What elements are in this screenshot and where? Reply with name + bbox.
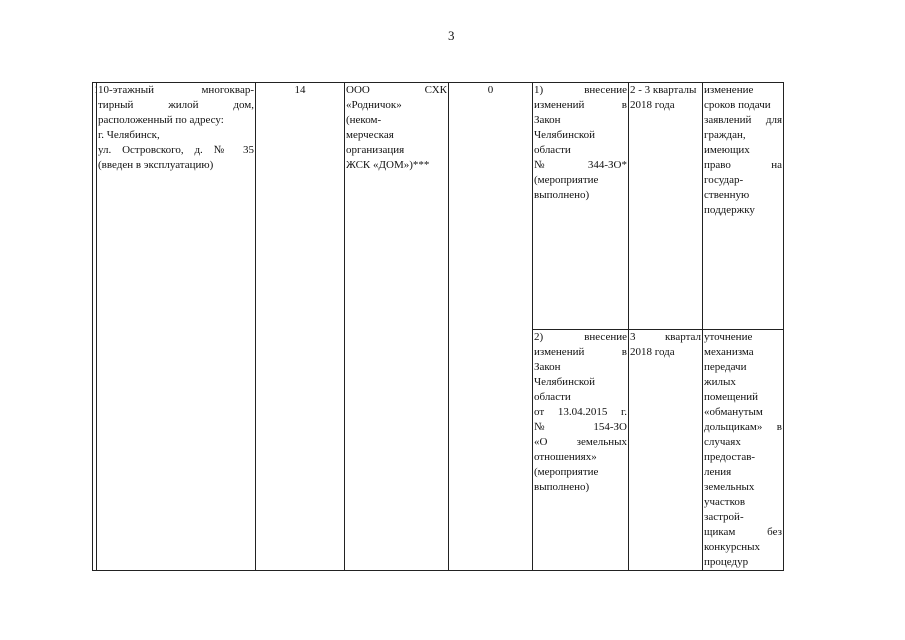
term-line: 3 квартал bbox=[630, 331, 701, 343]
zero-value: 0 bbox=[487, 84, 494, 96]
term-line: 2018 года bbox=[630, 99, 675, 111]
measure-line: выполнено) bbox=[534, 189, 590, 201]
result-line: застрой- bbox=[704, 511, 744, 523]
measure-line: отношениях» bbox=[534, 451, 597, 463]
measure-line: № 154-ЗО bbox=[534, 421, 627, 433]
result-line: сроков подачи bbox=[704, 99, 771, 111]
table-row bbox=[93, 83, 784, 330]
count-cell bbox=[256, 83, 345, 571]
measure-line: (мероприятие bbox=[534, 466, 599, 478]
count-value: 14 bbox=[294, 84, 306, 96]
result-line: участков bbox=[704, 496, 746, 508]
measure-line: 2) внесение bbox=[534, 331, 627, 343]
developer-line: (неком- bbox=[346, 114, 382, 126]
developer-line: мерческая bbox=[346, 129, 394, 141]
result-line: заявлений для bbox=[704, 114, 782, 126]
result-line: право на bbox=[704, 159, 782, 171]
developer-line: организация bbox=[346, 144, 405, 156]
term-line: 2 - 3 кварталы bbox=[630, 84, 697, 96]
term-cell bbox=[629, 83, 703, 330]
zero-cell bbox=[449, 83, 533, 571]
developer-cell bbox=[345, 83, 449, 571]
page-number: 3 bbox=[448, 28, 455, 43]
measure-line: изменений в bbox=[534, 99, 627, 111]
result-line: уточнение bbox=[704, 331, 753, 343]
result-line: щикам без bbox=[704, 526, 782, 538]
measure-line: Челябинской bbox=[534, 376, 596, 388]
result-line: «обманутым bbox=[704, 406, 763, 418]
measure-line: области bbox=[534, 391, 571, 403]
measure-line: № 344-ЗО* bbox=[534, 159, 627, 171]
result-line: ственную bbox=[704, 189, 750, 201]
object-cell bbox=[97, 83, 256, 571]
measure-line: Закон bbox=[534, 361, 561, 373]
result-line: имеющих bbox=[704, 144, 750, 156]
developer-line: ЖСК «ДОМ»)*** bbox=[346, 159, 430, 171]
result-line: конкурсных bbox=[704, 541, 761, 553]
result-line: земельных bbox=[704, 481, 755, 493]
measure-line: (мероприятие bbox=[534, 174, 599, 186]
measure-line: Челябинской bbox=[534, 129, 596, 141]
developer-line: ООО СХК bbox=[346, 84, 447, 96]
result-line: государ- bbox=[704, 174, 744, 186]
term-line: 2018 года bbox=[630, 346, 675, 358]
result-line: поддержку bbox=[704, 204, 755, 216]
result-line: жилых bbox=[704, 376, 736, 388]
result-line: случаях bbox=[704, 436, 741, 448]
measure-cell bbox=[533, 83, 629, 330]
measure-cell bbox=[533, 330, 629, 571]
measure-line: области bbox=[534, 144, 571, 156]
result-line: ления bbox=[704, 466, 732, 478]
result-line: механизма bbox=[704, 346, 754, 358]
measure-line: 1) внесение bbox=[534, 84, 627, 96]
result-line: граждан, bbox=[704, 129, 746, 141]
object-line: г. Челябинск, bbox=[98, 129, 160, 141]
measure-line: Закон bbox=[534, 114, 561, 126]
result-line: изменение bbox=[704, 84, 754, 96]
object-line: ул. Островского, д. № 35 bbox=[98, 144, 254, 156]
result-line: предостав- bbox=[704, 451, 756, 463]
measure-line: от 13.04.2015 г. bbox=[534, 406, 627, 418]
measure-line: изменений в bbox=[534, 346, 627, 358]
result-cell bbox=[703, 83, 784, 330]
developer-line: «Родничок» bbox=[346, 99, 402, 111]
measure-line: выполнено) bbox=[534, 481, 590, 493]
result-line: передачи bbox=[704, 361, 747, 373]
result-line: помещений bbox=[704, 391, 759, 403]
term-cell bbox=[629, 330, 703, 571]
measure-line: «О земельных bbox=[534, 436, 627, 448]
result-cell bbox=[703, 330, 784, 571]
measures-table bbox=[92, 82, 784, 571]
object-line: расположенный по адресу: bbox=[98, 114, 224, 126]
object-line: тирный жилой дом, bbox=[98, 99, 254, 111]
object-line: 10-этажный многоквар- bbox=[98, 84, 254, 96]
object-line: (введен в эксплуатацию) bbox=[98, 159, 214, 171]
result-line: дольщикам» в bbox=[704, 421, 782, 433]
result-line: процедур bbox=[704, 556, 749, 568]
